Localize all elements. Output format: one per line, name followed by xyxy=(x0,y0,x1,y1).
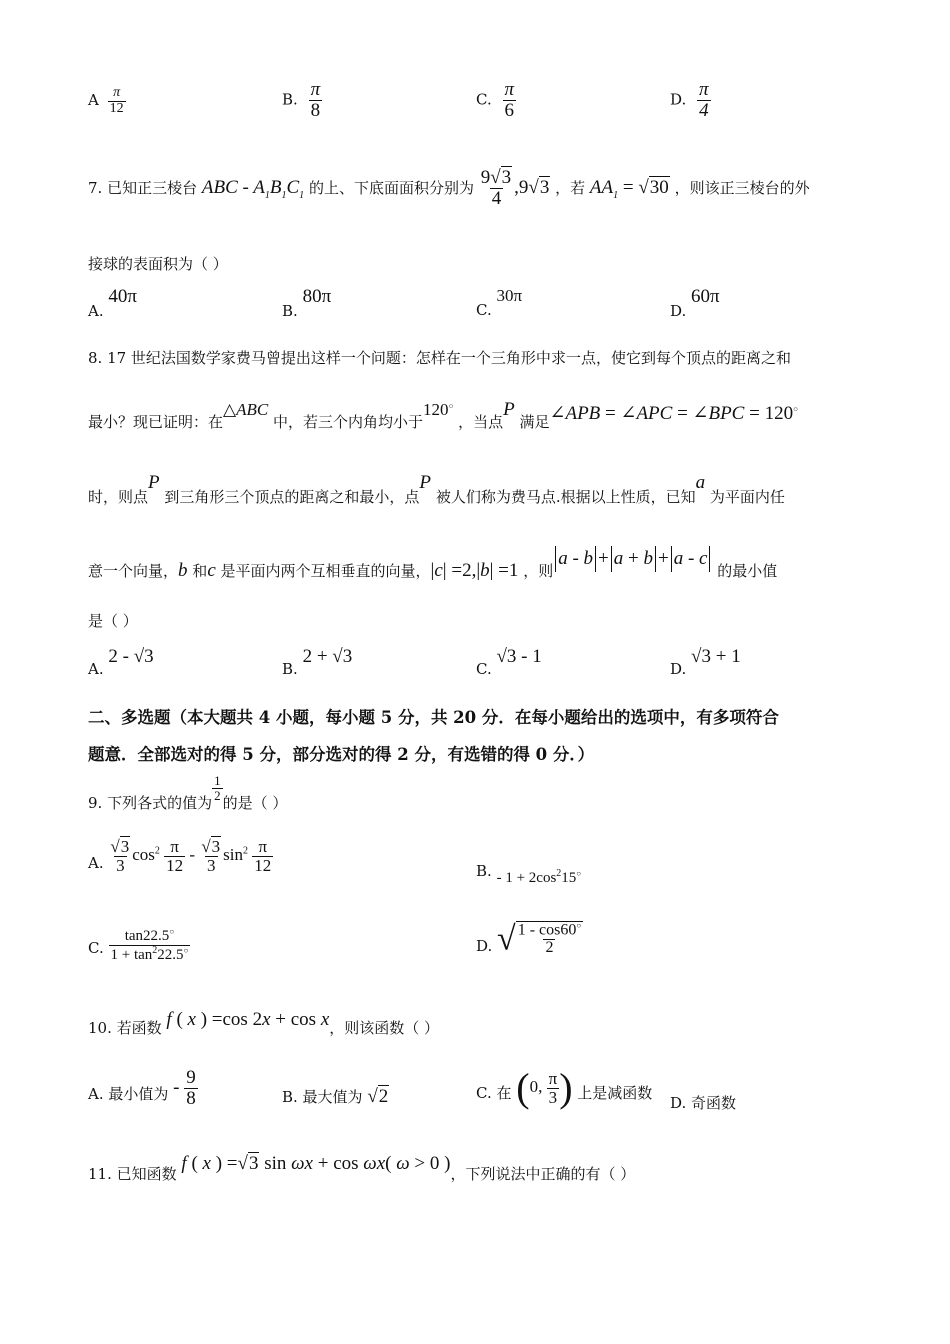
formula-sum-of-norms: a - b + a + b + a - c xyxy=(553,547,712,569)
formula-p: P xyxy=(148,472,160,493)
formula-p: P xyxy=(419,472,432,493)
section2-heading-line1: 二、多选题（本大题共 4 小题，每小题 5 分，共 20 分．在每小题给出的选项中，有多项符合 xyxy=(88,708,779,727)
q11-stem: 11. 已知函数 f ( x ) =√3 sin ωx + cos ωx( ω > 0 )，下列说法中正确的有（ ） xyxy=(88,1153,636,1183)
q8-option-d[interactable]: D. √3 + 1 xyxy=(670,646,741,678)
q10-option-c[interactable]: C. 在 (0, $\frac{\pi}{3}$ ) 上是减函数 xyxy=(476,1065,653,1110)
formula-120: 120○ xyxy=(423,400,454,419)
formula-edge: $AA_1 = √30$ xyxy=(589,176,669,201)
section2-heading-line2: 题意．全部选对的得 5 分，部分选对的得 2 分，有选错的得 0 分．） xyxy=(88,745,595,764)
formula-vector-c: c xyxy=(207,560,216,581)
q7-option-d[interactable]: D. 60π xyxy=(670,286,720,320)
q8-stem-line2: 最小？现已证明：在△ABC 中，若三个内角均小于120○ ，当点P 满足∠APB = ∠APC = ∠BPC = 120○ xyxy=(88,399,798,431)
fraction: $\frac{\pi}{4}$ xyxy=(699,79,709,121)
q8-stem-line1: 8. 17 世纪法国数学家费马曾提出这样一个问题：怎样在一个三角形中求一点，使它到每个顶点的距离之和 xyxy=(88,349,791,367)
formula-b: - $1 + 2\cos^215^○$ xyxy=(496,868,582,886)
q7-stem-line2: 接球的表面积为（ ） xyxy=(88,255,228,273)
q6-option-b[interactable]: B. $\frac{\pi}{8}$ xyxy=(282,79,321,121)
q8-option-a[interactable]: A. 2 - √3 xyxy=(88,646,154,678)
fraction: $\frac{\pi}{6}$ xyxy=(504,79,515,121)
formula-norms: |c| =2,|b| =1 xyxy=(430,560,519,581)
q10-option-d[interactable]: D. 奇函数 xyxy=(670,1094,737,1112)
q7-option-a[interactable]: A. 40π xyxy=(88,286,137,320)
q6-option-a[interactable]: A $\frac{\pi}{12}$ xyxy=(88,85,124,116)
formula-vector-b: b xyxy=(178,560,188,581)
formula-f: f ( x ) =cos 2x + cos x xyxy=(166,1009,330,1030)
q6-option-d[interactable]: D. $\frac{\pi}{4}$ xyxy=(670,79,709,121)
q10-option-a[interactable]: A. 最小值为 - $\frac{9}{8}$ xyxy=(88,1067,196,1109)
formula-interval: (0, $\frac{\pi}{3}$ ) xyxy=(516,1065,573,1110)
q8-option-c[interactable]: C. √3 - 1 xyxy=(476,646,542,678)
q7-option-b[interactable]: B. 80π xyxy=(282,286,332,320)
q7-option-c[interactable]: C. 30π xyxy=(476,286,523,319)
formula-max: √2 xyxy=(367,1086,389,1107)
fraction: $\frac{\pi}{12}$ xyxy=(109,85,124,116)
formula-min: - $\frac{9}{8}$ xyxy=(173,1067,196,1109)
q9-option-b[interactable]: B. - $1 + 2\cos^215^○$ xyxy=(476,862,582,886)
formula-angles: ∠APB = ∠APC = ∠BPC = 120○ xyxy=(549,403,798,424)
formula-p: P xyxy=(503,399,515,420)
formula-areas: $\frac{9√3}{4}$ ,9√3 xyxy=(480,167,550,209)
formula-f11: f ( x ) =√3 sin ωx + cos ωx( ω > 0 ) xyxy=(181,1153,451,1174)
formula-d: √ $\frac{1 - \cos 60^○}{2}$ xyxy=(497,920,582,957)
formula-c: $\frac{\tan 22.5^○}{1 + \tan^222.5^○}$ xyxy=(110,927,189,963)
q8-stem-line4: 意一个向量，b 和c 是平面内两个互相垂直的向量，|c| =2,|b| =1 ，则a - b + a + b + a - c 的最小值 xyxy=(88,548,778,581)
q9-option-d[interactable]: D. √ $\frac{1 - \cos 60^○}{2}$ xyxy=(476,920,582,957)
fraction-half: $\frac{1}{2}$ xyxy=(214,773,221,803)
fraction: $\frac{\pi}{8}$ xyxy=(310,79,321,121)
q9-option-a[interactable]: A. $\frac{√3}{3}$ $\cos^2$ $\frac{\pi}{12}$ - $\frac{√3}{3}$ $\sin^2$ $\frac{\pi}{12}$ xyxy=(88,837,272,875)
formula-a: $\frac{√3}{3}$ $\cos^2$ $\frac{\pi}{12}$ - $\frac{√3}{3}$ $\sin^2$ $\frac{\pi}{12}$ xyxy=(110,837,272,875)
q10-stem: 10. 若函数 f ( x ) =cos 2x + cos x，则该函数（ ） xyxy=(88,1009,440,1037)
q10-option-b[interactable]: B. 最大值为 √2 xyxy=(282,1086,389,1107)
q8-stem-line3: 时，则点P 到三角形三个顶点的距离之和最小，点P 被人们称为费马点.根据以上性质，已知a 为平面内任 xyxy=(88,472,785,506)
q8-option-b[interactable]: B. 2 + √3 xyxy=(282,646,353,678)
q9-option-c[interactable]: C. $\frac{\tan 22.5^○}{1 + \tan^222.5^○}$ xyxy=(88,927,189,963)
formula-triangle: △ABC xyxy=(223,400,269,419)
q6-option-c[interactable]: C. $\frac{\pi}{6}$ xyxy=(476,79,515,121)
q7-stem: 7. 已知正三棱台 ABC - $A_1B_1C_1$ 的上、下底面面积分别为 $\frac{9√3}{4}$ ,9√3 ，若 $AA_1 = √30$ ，则该正三棱台的外 xyxy=(88,167,810,209)
q9-stem: 9. 下列各式的值为 $\frac{1}{2}$ 的是（ ） xyxy=(88,773,288,813)
formula-vector-a: a xyxy=(695,472,706,493)
formula-frustum: ABC - $A_1B_1C_1$ xyxy=(201,176,305,201)
q8-stem-line5: 是（ ） xyxy=(88,612,138,630)
